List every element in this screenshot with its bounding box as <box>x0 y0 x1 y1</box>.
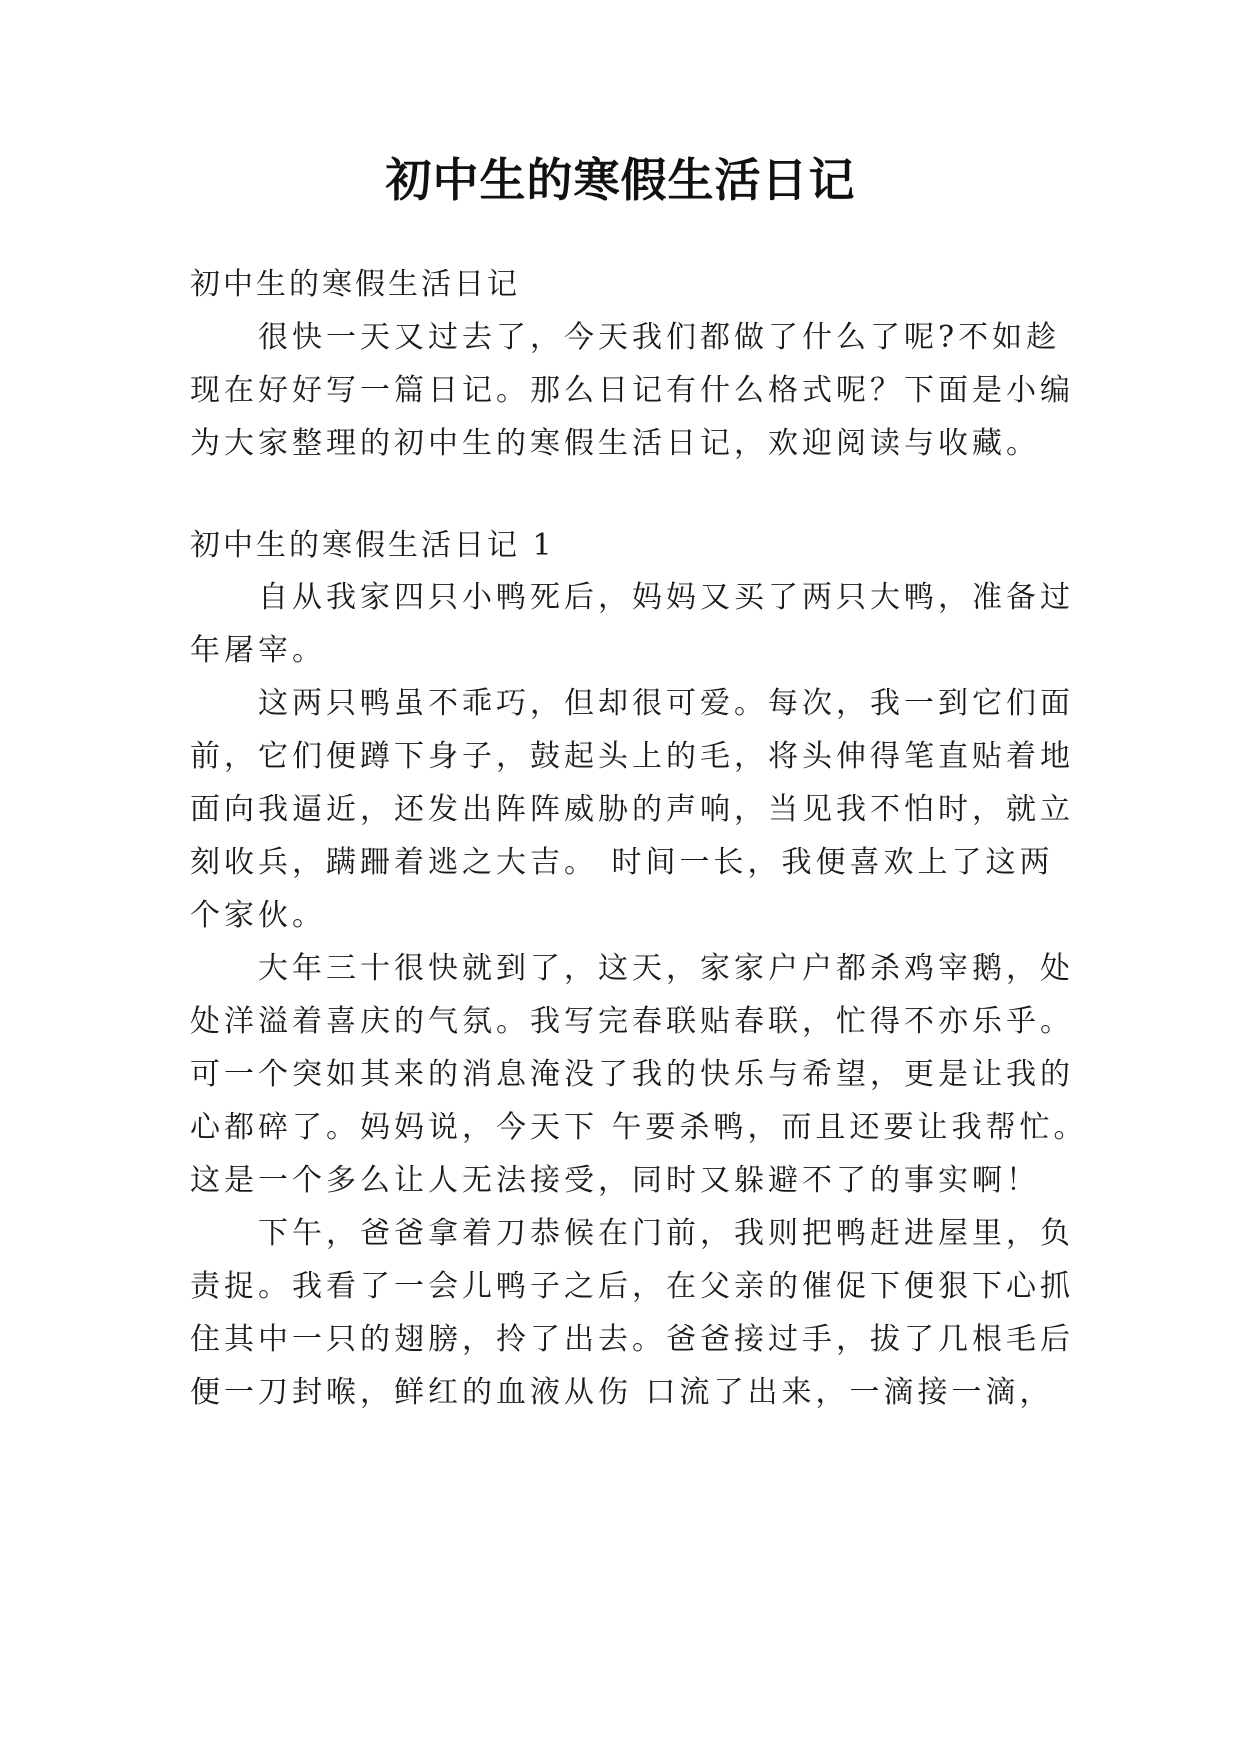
p2-line-1: 这两只鸭虽不乖巧，但却很可爱。每次，我一到它们面 <box>258 686 1074 721</box>
p3-line-2: 处洋溢着喜庆的气氛。我写完春联贴春联，忙得不亦乐乎。 <box>190 1004 1074 1039</box>
p1-line-1: 自从我家四只小鸭死后，妈妈又买了两只大鸭，准备过 <box>258 580 1074 615</box>
p2-line-3: 面向我逼近，还发出阵阵威胁的声响，当见我不怕时，就立 <box>190 792 1074 827</box>
p2-line-5: 个家伙。 <box>190 898 326 933</box>
p4-line-4: 便一刀封喉，鲜红的血液从伤 口流了出来，一滴接一滴， <box>190 1375 1054 1410</box>
p3-line-5: 这是一个多么让人无法接受，同时又躲避不了的事实啊！ <box>190 1163 1040 1198</box>
document-title: 初中生的寒假生活日记 <box>385 153 856 207</box>
p2-line-2: 前，它们便蹲下身子，鼓起头上的毛，将头伸得笔直贴着地 <box>190 739 1074 774</box>
p3-line-3: 可一个突如其来的消息淹没了我的快乐与希望，更是让我的 <box>190 1057 1074 1092</box>
intro-heading: 初中生的寒假生活日记 <box>190 267 520 302</box>
p4-line-1: 下午，爸爸拿着刀恭候在门前，我则把鸭赶进屋里，负 <box>258 1216 1074 1251</box>
p3-line-4: 心都碎了。妈妈说，今天下 午要杀鸭，而且还要让我帮忙。 <box>190 1110 1088 1145</box>
p2-line-4: 刻收兵，蹒跚着逃之大吉。 时间一长，我便喜欢上了这两 <box>190 845 1054 880</box>
section-heading-1: 初中生的寒假生活日记 1 <box>190 528 555 563</box>
p3-line-1: 大年三十很快就到了，这天，家家户户都杀鸡宰鹅，处 <box>258 951 1074 986</box>
intro-line-3: 为大家整理的初中生的寒假生活日记，欢迎阅读与收藏。 <box>190 426 1040 461</box>
p4-line-3: 住其中一只的翅膀，拎了出去。爸爸接过手，拔了几根毛后 <box>190 1322 1074 1357</box>
intro-line-2: 现在好好写一篇日记。那么日记有什么格式呢？下面是小编 <box>190 373 1074 408</box>
p4-line-2: 责捉。我看了一会儿鸭子之后，在父亲的催促下便狠下心抓 <box>190 1269 1074 1304</box>
intro-line-1: 很快一天又过去了，今天我们都做了什么了呢?不如趁 <box>258 320 1061 355</box>
p1-line-2: 年屠宰。 <box>190 633 326 668</box>
